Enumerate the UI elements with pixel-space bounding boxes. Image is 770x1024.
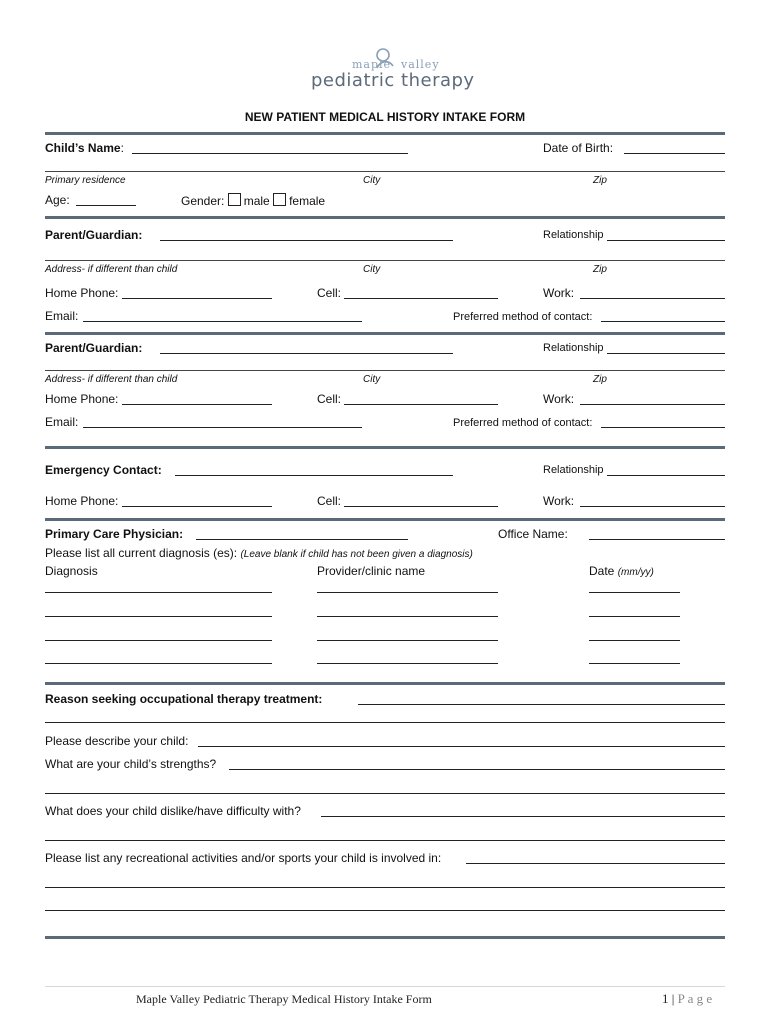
guardian1-email-label: Email: [45, 309, 79, 323]
guardian1-preferred-field[interactable] [601, 321, 725, 322]
footer-text: Maple Valley Pediatric Therapy Medical History Intake Form [136, 992, 432, 1006]
male-checkbox[interactable] [228, 193, 241, 206]
guardian1-cell-label: Cell: [317, 286, 342, 300]
dob-field[interactable] [624, 153, 725, 154]
divider [45, 446, 725, 449]
col-diagnosis-label: Diagnosis [45, 564, 98, 578]
guardian2-zip-label: Zip [593, 374, 607, 385]
guardian2-preferred-field[interactable] [601, 427, 725, 428]
guardian1-relationship-field[interactable] [607, 240, 725, 241]
logo-text-maple: maple [352, 58, 392, 71]
logo-mark-icon [373, 46, 397, 72]
guardian2-city-label: City [363, 374, 381, 385]
child-name-label: Child’s Name: [45, 141, 124, 155]
zip-label: Zip [593, 175, 607, 186]
guardian2-label: Parent/Guardian: [45, 341, 143, 355]
diagnosis-field[interactable] [45, 663, 272, 664]
physician-label: Primary Care Physician: [45, 527, 184, 541]
activities-label: Please list any recreational activities and/or sports your child is involved in: [45, 851, 442, 865]
provider-field[interactable] [317, 592, 498, 593]
guardian2-cell-label: Cell: [317, 392, 342, 406]
reason-field[interactable] [358, 704, 725, 705]
dislike-field[interactable] [321, 816, 725, 817]
page-title: NEW PATIENT MEDICAL HISTORY INTAKE FORM [244, 110, 526, 124]
guardian2-work-field[interactable] [580, 404, 725, 405]
logo-text-pediatric-therapy: pediatric therapy [311, 70, 475, 91]
guardian2-address-line[interactable] [45, 370, 725, 371]
emergency-home-phone-label: Home Phone: [45, 494, 119, 508]
provider-field[interactable] [317, 616, 498, 617]
divider [45, 332, 725, 335]
guardian1-relationship-label: Relationship [543, 229, 604, 241]
col-provider-label: Provider/clinic name [317, 564, 426, 578]
divider [45, 682, 725, 685]
footer-divider [45, 986, 725, 987]
logo-text-valley: valley [401, 58, 440, 71]
strengths-field-2[interactable] [45, 793, 725, 794]
guardian2-relationship-label: Relationship [543, 342, 604, 354]
guardian2-preferred-label: Preferred method of contact: [453, 417, 593, 429]
gender-group [181, 193, 325, 208]
page-number: 1 | P a g e [662, 991, 713, 1006]
emergency-work-label: Work: [543, 494, 575, 508]
guardian1-cell-field[interactable] [344, 298, 498, 299]
guardian1-work-label: Work: [543, 286, 575, 300]
guardian1-zip-label: Zip [593, 264, 607, 275]
city-label: City [363, 175, 381, 186]
date-field[interactable] [589, 616, 680, 617]
date-field[interactable] [589, 663, 680, 664]
reason-field-2[interactable] [45, 722, 725, 723]
date-field[interactable] [589, 592, 680, 593]
guardian1-address-label: Address- if different than child [45, 264, 178, 275]
provider-field[interactable] [317, 640, 498, 641]
divider [45, 936, 725, 939]
residence-line[interactable] [45, 171, 725, 172]
guardian1-label: Parent/Guardian: [45, 228, 143, 242]
guardian2-home-phone-label: Home Phone: [45, 392, 119, 406]
guardian2-work-label: Work: [543, 392, 575, 406]
guardian2-relationship-field[interactable] [607, 353, 725, 354]
emergency-contact-field[interactable] [175, 475, 453, 476]
child-name-field[interactable] [132, 153, 408, 154]
emergency-cell-label: Cell: [317, 494, 342, 508]
office-name-label: Office Name: [498, 527, 568, 541]
describe-label: Please describe your child: [45, 734, 189, 748]
col-date-label: Date (mm/yy) [589, 564, 654, 578]
emergency-home-phone-field[interactable] [122, 506, 272, 507]
gender-label: Gender: [181, 194, 225, 208]
guardian1-home-phone-label: Home Phone: [45, 286, 119, 300]
guardian2-email-label: Email: [45, 415, 79, 429]
date-field[interactable] [589, 640, 680, 641]
guardian2-home-phone-field[interactable] [122, 404, 272, 405]
activities-field-3[interactable] [45, 910, 725, 911]
diagnosis-prompt: Please list all current diagnosis (es): (Leave blank if child has not been given a diagnosis) [45, 546, 473, 560]
guardian1-preferred-label: Preferred method of contact: [453, 311, 593, 323]
primary-residence-label: Primary residence [45, 175, 126, 186]
strengths-label: What are your child’s strengths? [45, 757, 217, 771]
reason-label: Reason seeking occupational therapy treatment: [45, 692, 323, 706]
divider [45, 518, 725, 521]
diagnosis-note: (Leave blank if child has not been given a diagnosis) [240, 549, 473, 560]
age-field[interactable] [76, 205, 136, 206]
female-label: female [289, 194, 326, 208]
provider-field[interactable] [317, 663, 498, 664]
dislike-label: What does your child dislike/have difficulty with? [45, 804, 301, 818]
emergency-cell-field[interactable] [344, 506, 498, 507]
guardian1-field[interactable] [160, 240, 453, 241]
guardian1-email-field[interactable] [83, 321, 362, 322]
office-name-field[interactable] [589, 539, 725, 540]
guardian2-email-field[interactable] [83, 427, 362, 428]
guardian2-address-label: Address- if different than child [45, 374, 178, 385]
guardian1-home-phone-field[interactable] [122, 298, 272, 299]
age-label: Age: [45, 193, 70, 207]
activities-field[interactable] [466, 863, 725, 864]
female-checkbox[interactable] [273, 193, 286, 206]
diagnosis-field[interactable] [45, 616, 272, 617]
dislike-field-2[interactable] [45, 840, 725, 841]
dob-label: Date of Birth: [543, 141, 614, 155]
guardian1-work-field[interactable] [580, 298, 725, 299]
guardian2-cell-field[interactable] [344, 404, 498, 405]
guardian2-field[interactable] [160, 353, 453, 354]
emergency-relationship-label: Relationship [543, 464, 604, 476]
guardian1-city-label: City [363, 264, 381, 275]
divider [45, 132, 725, 135]
activities-field-2[interactable] [45, 887, 725, 888]
describe-field[interactable] [198, 746, 725, 747]
emergency-relationship-field[interactable] [607, 475, 725, 476]
diagnosis-field[interactable] [45, 592, 272, 593]
diagnosis-field[interactable] [45, 640, 272, 641]
divider [45, 216, 725, 219]
guardian1-address-line[interactable] [45, 260, 725, 261]
physician-field[interactable] [196, 539, 408, 540]
male-label: male [243, 194, 270, 208]
emergency-work-field[interactable] [580, 506, 725, 507]
emergency-contact-label: Emergency Contact: [45, 463, 162, 477]
strengths-field[interactable] [229, 769, 725, 770]
